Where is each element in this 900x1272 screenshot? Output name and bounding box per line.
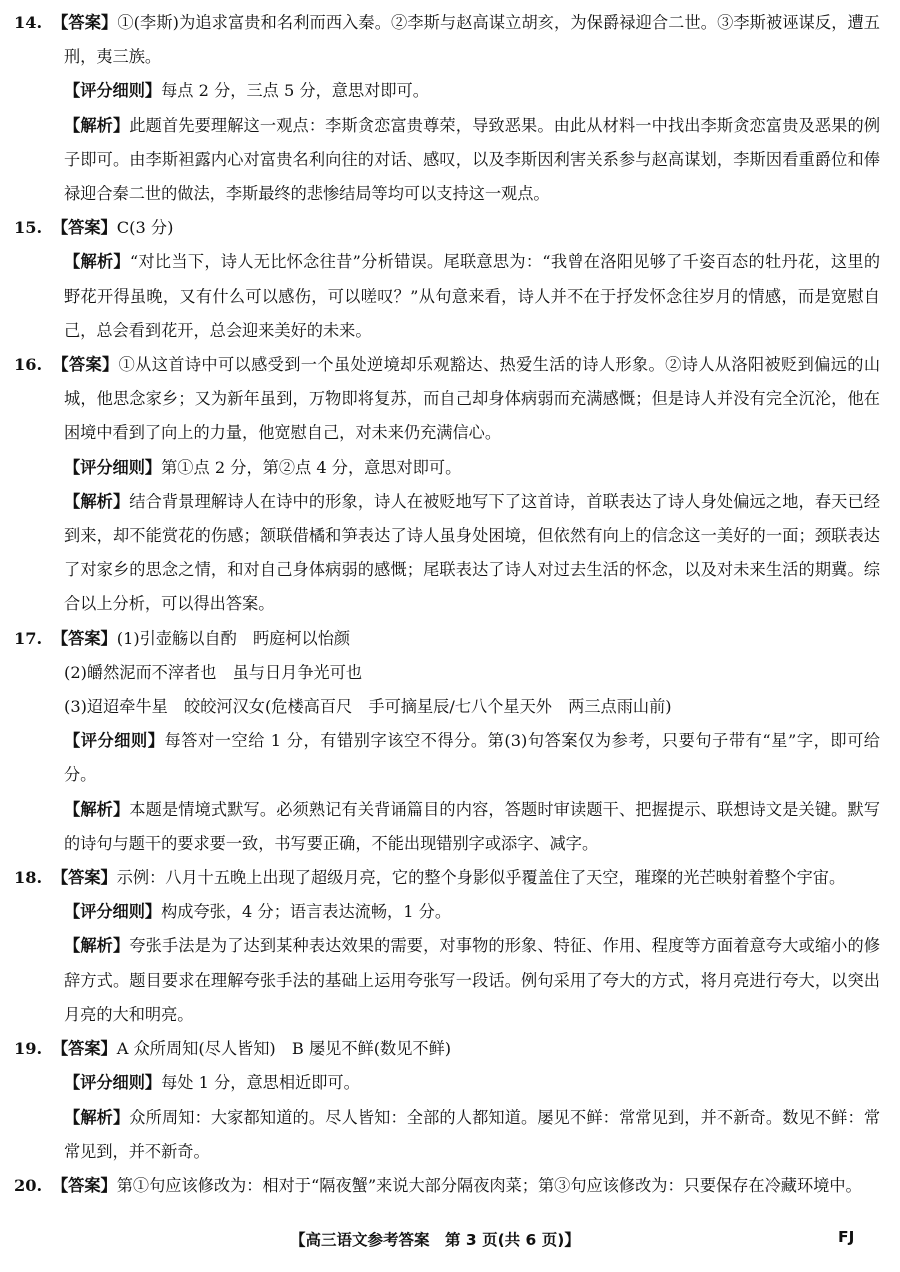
- question-16-answer: [14, 348, 880, 451]
- question-17-answer: [14, 622, 880, 656]
- grading-tag: 【评分细则】: [64, 81, 162, 101]
- answer-tag: 【答案】: [52, 868, 117, 888]
- question-20-answer: [14, 1169, 880, 1203]
- analysis-text: 此题首先要理解这一观点：李斯贪恋富贵尊荣，导致恶果。由此从材料一中找出李斯贪恋富贵及恶果的例子即可。由李斯袒露内心对富贵名利向往的对话、感叹，以及李斯因利害关系参与赵高谋划，李斯因看重爵位和俸禄迎合秦二世的做法，李斯最终的悲惨结局等均可以支持这一观点。: [64, 115, 881, 204]
- analysis-tag: 【解析】: [64, 115, 130, 135]
- grading-text: 第①点 2 分，第②点 4 分，意思对即可。: [161, 457, 462, 477]
- answer-tag: 【答案】: [52, 1039, 117, 1059]
- analysis-tag: 【解析】: [64, 936, 130, 956]
- answer-tag: 【答案】: [52, 1175, 117, 1195]
- question-17-grading: [14, 724, 880, 792]
- question-18-analysis: [14, 929, 880, 1032]
- analysis-text: 众所周知：大家都知道的。尽人皆知：全部的人都知道。屡见不鲜：常常见到，并不新奇。数见不鲜：常常见到，并不新奇。: [64, 1107, 881, 1161]
- answer-text: (1)引壶觞以自酌 眄庭柯以怡颜: [116, 628, 351, 648]
- footer-title: 【高三语文参考答案 第 3 页(共 6 页)】: [290, 1231, 580, 1249]
- answer-tag: 【答案】: [52, 218, 117, 238]
- question-18-answer: [14, 861, 880, 895]
- question-19-grading: [14, 1066, 880, 1100]
- question-14-analysis: [14, 109, 880, 212]
- page-content: [14, 6, 880, 1203]
- question-number: 14.: [14, 13, 43, 32]
- question-15-answer: [14, 211, 880, 245]
- analysis-text: 夸张手法是为了达到某种表达效果的需要，对事物的形象、特征、作用、程度等方面着意夸大或缩小的修辞方式。题目要求在理解夸张手法的基础上运用夸张写一段话。例句采用了夸大的方式，将月亮进行夸大，以突出月亮的大和明亮。: [64, 936, 881, 1024]
- analysis-tag: 【解析】: [64, 491, 130, 511]
- analysis-text: 结合背景理解诗人在诗中的形象，诗人在被贬地写下了这首诗，首联表达了诗人身处偏远之地，春天已经到来，却不能赏花的伤感；颔联借橘和笋表达了诗人虽身处困境，但依然有向上的信念这一美好的一面；颈联表达了对家乡的思念之情，和对自己身体病弱的感慨；尾联表达了诗人对过去生活的怀念，以及对未来生活的期冀。综合以上分析，可以得出答案。: [64, 491, 881, 614]
- analysis-text: “对比当下，诗人无比怀念往昔”分析错误。尾联意思为：“我曾在洛阳见够了千姿百态的牡丹花，这里的野花开得虽晚，又有什么可以感伤，可以嗟叹？”从句意来看，诗人并不在于抒发怀念往岁月的情感，而是宽慰自己，总会看到花开，总会迎来美好的未来。: [64, 252, 881, 340]
- grading-text: 每处 1 分，意思相近即可。: [161, 1073, 360, 1093]
- question-number: 20.: [14, 1175, 43, 1195]
- question-14-grading: [14, 74, 880, 108]
- grading-text: 每点 2 分，三点 5 分，意思对即可。: [161, 81, 429, 101]
- question-number: 17.: [14, 628, 43, 648]
- footer-code: FJ: [838, 1228, 855, 1246]
- answer-text: ①(李斯)为追求富贵和名利而西入秦。②李斯与赵高谋立胡亥，为保爵禄迎合二世。③李斯被诬谋反，遭五刑，夷三族。: [64, 13, 880, 67]
- answer-text: 示例：八月十五晚上出现了超级月亮，它的整个身影似乎覆盖住了天空，璀璨的光芒映射着整个宇宙。: [116, 868, 846, 888]
- grading-tag: 【评分细则】: [64, 457, 162, 477]
- answer-tag: 【答案】: [52, 628, 117, 648]
- answer-text: ①从这首诗中可以感受到一个虽处逆境却乐观豁达、热爱生活的诗人形象。②诗人从洛阳被贬到偏远的山城，他思念家乡；又为新年虽到，万物即将复苏，而自己却身体病弱而充满感慨；但是诗人并没有完全沉沦，他在困境中看到了向上的力量，他宽慰自己，对未来仍充满信心。: [64, 355, 881, 443]
- answer-text: C(3 分): [116, 218, 174, 238]
- question-18-grading: [14, 895, 880, 929]
- question-number: 16.: [14, 355, 43, 375]
- question-19-analysis: [14, 1101, 880, 1169]
- answer-text: A 众所周知(尽人皆知) B 屡见不鲜(数见不鲜): [116, 1039, 452, 1059]
- analysis-text: 本题是情境式默写。必须熟记有关背诵篇目的内容，答题时审读题干、把握提示、联想诗文是关键。默写的诗句与题干的要求要一致，书写要正确，不能出现错别字或添字、减字。: [64, 799, 881, 853]
- question-17-analysis: [14, 793, 880, 861]
- analysis-tag: 【解析】: [64, 252, 130, 272]
- question-14-answer: [14, 6, 880, 74]
- question-16-analysis: [14, 485, 880, 622]
- grading-text: 每答对一空给 1 分，有错别字该空不得分。第(3)句答案仅为参考，只要句子带有“星”字，即可给分。: [64, 731, 880, 785]
- question-number: 18.: [14, 868, 43, 888]
- grading-tag: 【评分细则】: [64, 731, 165, 751]
- question-number: 15.: [14, 218, 43, 238]
- grading-tag: 【评分细则】: [64, 902, 162, 922]
- answer-tag: 【答案】: [52, 355, 119, 375]
- page-footer: [0, 1224, 900, 1254]
- answer-text: 第①句应该修改为：相对于“隔夜蟹”来说大部分隔夜肉菜；第③句应该修改为：只要保存在冷藏环境中。: [116, 1175, 862, 1195]
- question-number: 19.: [14, 1039, 43, 1059]
- grading-tag: 【评分细则】: [64, 1073, 162, 1093]
- analysis-tag: 【解析】: [64, 1107, 130, 1127]
- grading-text: 构成夸张，4 分；语言表达流畅，1 分。: [161, 902, 452, 922]
- question-17-answer-line-3: (3)迢迢牵牛星 皎皎河汉女(危楼高百尺 手可摘星辰/七八个星天外 两三点雨山前): [64, 697, 672, 717]
- question-19-answer: [14, 1032, 880, 1066]
- question-16-grading: [14, 451, 880, 485]
- question-15-analysis: [14, 245, 880, 348]
- answer-tag: 【答案】: [52, 13, 118, 32]
- analysis-tag: 【解析】: [64, 799, 130, 819]
- question-17-answer-line-2: (2)皭然泥而不滓者也 虽与日月争光可也: [64, 662, 363, 682]
